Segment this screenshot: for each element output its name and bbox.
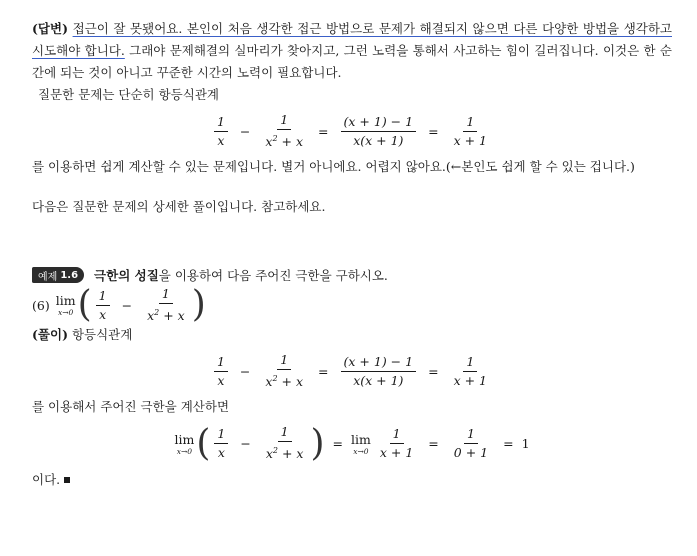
frac-1-over-x-plus-1: $\frac{1}{x + 1}$ <box>453 113 488 148</box>
identity-intro: 질문한 문제는 단순히 항등식관계 <box>38 87 219 102</box>
answer-paragraph <box>32 18 672 84</box>
frac-expanded: $\frac{(x + 1) - 1}{x(x + 1)}$ <box>341 114 417 149</box>
example-heading <box>32 266 672 284</box>
example-badge: 예제 1.6 <box>32 267 84 283</box>
frac-1-over-x: $\frac{1}{x}$ <box>214 114 228 149</box>
problem-label: (6) <box>32 297 50 313</box>
ending-line: 이다. <box>32 469 672 491</box>
problem-6: (6) lim x→0 ( $\frac{1}{x}$ − $\frac{1}{x^2 + x}$ ) <box>32 284 206 326</box>
limit-computation: lim x→0 ( $\frac{1}{x}$ − $\frac{1}{x^2 + x}$ ) = lim x→0 $\frac{1}{x + 1}$ = $\frac{1}{0 + 1}$ = 1 <box>174 422 530 464</box>
frac-1-over-x2-plus-x: $\frac{1}{x^2 + x}$ <box>265 112 304 150</box>
lim-operator: lim x→0 <box>55 293 76 318</box>
identity-equation-2: $\frac{1}{x}$ − $\frac{1}{x^2 + x}$ = $\frac{(x + 1) - 1}{x(x + 1)}$ = $\frac{1}{x + 1}$ <box>32 352 672 390</box>
identity-equation-1: $\frac{1}{x}$ − $\frac{1}{x^2 + x}$ = $\frac{(x + 1) - 1}{x(x + 1)}$ = $\frac{1}{x + 1}$ <box>32 112 672 150</box>
qed-square-icon <box>64 477 70 483</box>
answer-tag: (답변) <box>32 21 68 36</box>
next-intro-text: 다음은 질문한 문제의 상세한 풀이입니다. 참고하세요. <box>32 199 326 215</box>
answer-rest-text: 그래야 문제해결의 실마리가 찾아지고, 그런 노력을 통해서 사고하는 힘이 길러집니다. 이것은 한 순간에 되는 것이 아니고 꾸준한 시간의 노력이 필요합니다. <box>32 43 672 80</box>
after-equation-text: 를 이용하면 쉽게 계산할 수 있는 문제입니다. 별거 아니에요. 어렵지 않아요.(←본인도 쉽게 할 수 있는 겁니다.) <box>32 159 635 175</box>
example-title: 극한의 성질을 이용하여 다음 주어진 극한을 구하시오. <box>94 268 388 284</box>
document-page <box>32 18 672 491</box>
answer-underlined-text: 접근이 잘 못됐어요. 본인이 처음 생각한 접근 방법으로 문제가 해결되지 않으면 다른 다양한 방법을 생각하고 시도해야 합니다. <box>32 21 672 58</box>
solution-line: (풀이) 항등식관계 <box>32 327 133 343</box>
after-equation-2-text: 를 이용해서 주어진 극한을 계산하면 <box>32 399 230 415</box>
